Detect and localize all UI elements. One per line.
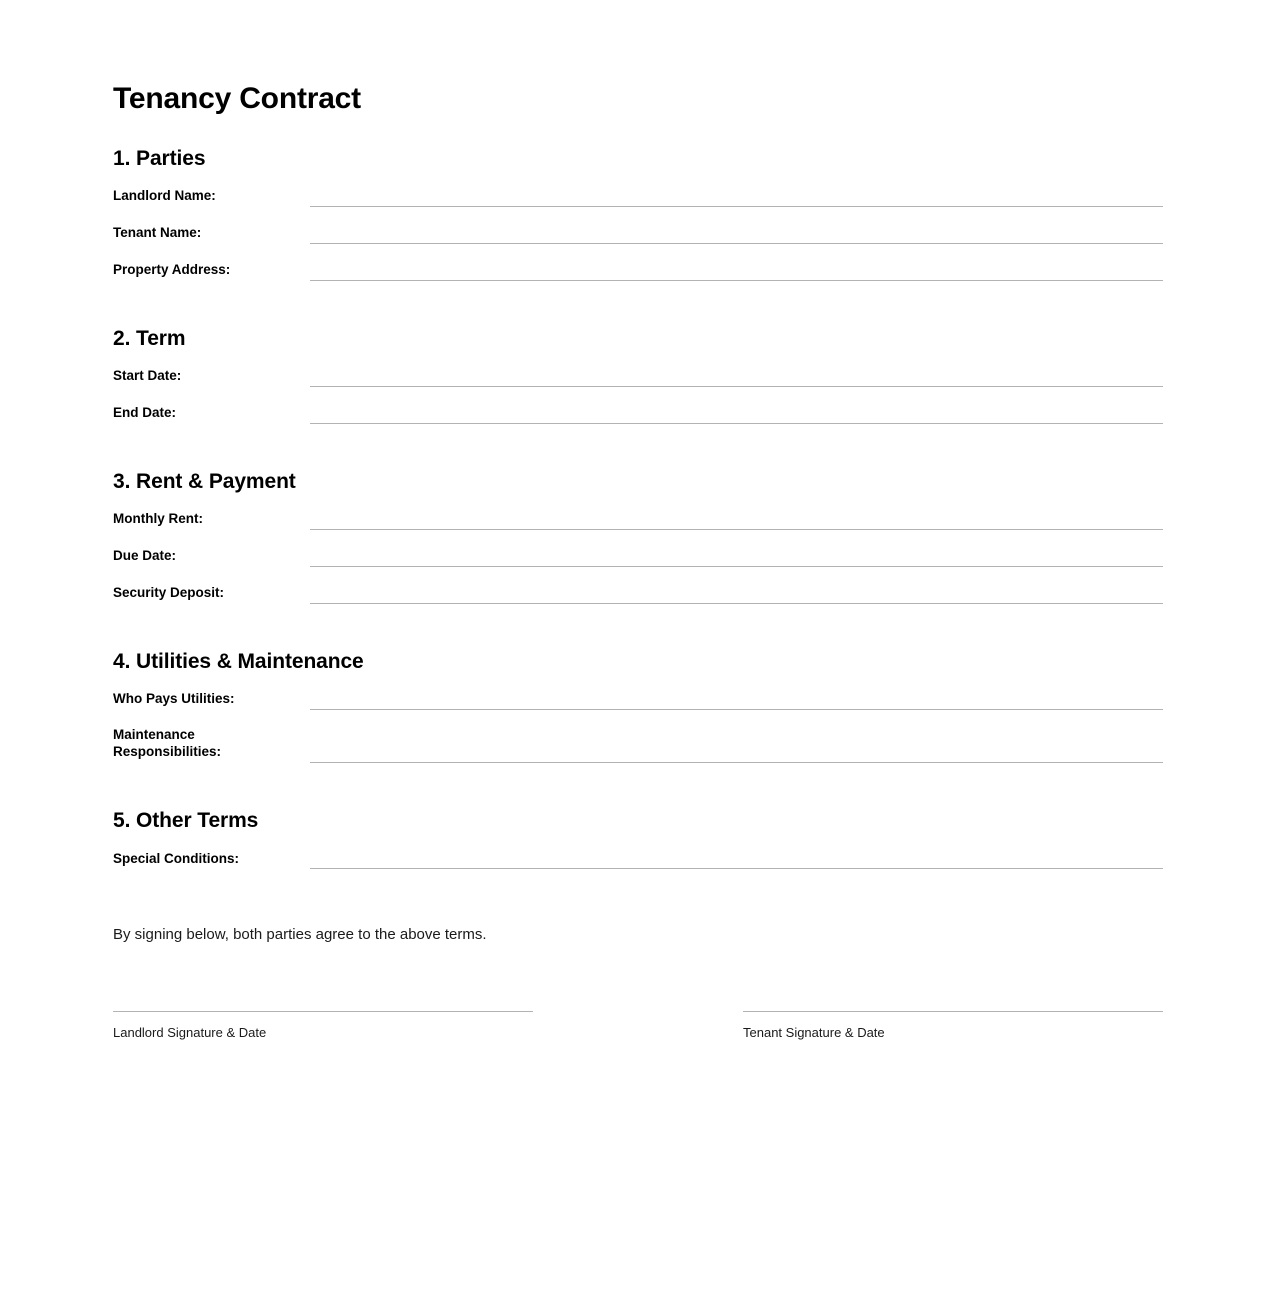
- field-label-tenant-name: Tenant Name:: [113, 224, 202, 240]
- document-body: [113, 0, 1163, 1042]
- section-heading-rent-payment: 3. Rent & Payment: [113, 469, 296, 493]
- field-label-end-date: End Date:: [113, 405, 177, 421]
- signature-block-tenant: [743, 1011, 1163, 1042]
- field-label-maintenance-responsibilities: [113, 726, 310, 764]
- due-date-input[interactable]: [310, 566, 1163, 567]
- field-row-tenant-name: [113, 220, 1163, 244]
- field-row-monthly-rent: [113, 506, 1163, 530]
- maintenance-responsibilities-input[interactable]: [310, 762, 1163, 763]
- field-label-start-date: Start Date:: [113, 368, 182, 384]
- monthly-rent-input[interactable]: [310, 529, 1163, 530]
- tenant-signature-caption: Tenant Signature & Date: [743, 1025, 885, 1041]
- field-row-end-date: [113, 400, 1163, 424]
- field-row-security-deposit: [113, 580, 1163, 604]
- section-parties: [113, 117, 1163, 281]
- section-utilities-maintenance: [113, 617, 1163, 763]
- field-group-other-terms: [113, 845, 1163, 869]
- field-label-monthly-rent: Monthly Rent:: [113, 511, 203, 527]
- signature-area: [113, 945, 1163, 1042]
- special-conditions-input[interactable]: [310, 868, 1163, 869]
- field-row-who-pays-utilities: [113, 686, 1163, 710]
- field-label-security-deposit: Security Deposit:: [113, 585, 225, 601]
- section-rent-payment: [113, 437, 1163, 604]
- field-label-property-address: Property Address:: [113, 261, 231, 277]
- field-label-maintenance-line1: Maintenance: [113, 726, 195, 742]
- agreement-statement: By signing below, both parties agree to the above terms.: [113, 926, 487, 944]
- landlord-name-input[interactable]: [310, 206, 1163, 207]
- page-title: Tenancy Contract: [113, 82, 361, 115]
- field-group-utilities-maintenance: [113, 686, 1163, 763]
- field-row-landlord-name: [113, 183, 1163, 207]
- field-row-due-date: [113, 543, 1163, 567]
- signature-block-landlord: [113, 1011, 533, 1042]
- section-heading-term: 2. Term: [113, 326, 186, 350]
- section-other-terms: [113, 776, 1163, 869]
- field-group-term: [113, 363, 1163, 424]
- security-deposit-input[interactable]: [310, 603, 1163, 604]
- section-heading-utilities-maintenance: 4. Utilities & Maintenance: [113, 650, 364, 674]
- field-row-start-date: [113, 363, 1163, 387]
- field-label-maintenance-line2: Responsibilities:: [113, 744, 222, 760]
- landlord-signature-caption: Landlord Signature & Date: [113, 1025, 267, 1041]
- section-heading-other-terms: 5. Other Terms: [113, 809, 259, 833]
- field-row-maintenance-responsibilities: [113, 723, 1163, 763]
- field-group-parties: [113, 183, 1163, 281]
- field-label-who-pays-utilities: Who Pays Utilities:: [113, 691, 235, 707]
- section-term: [113, 294, 1163, 424]
- field-row-property-address: [113, 257, 1163, 281]
- start-date-input[interactable]: [310, 386, 1163, 387]
- tenant-name-input[interactable]: [310, 243, 1163, 244]
- field-label-special-conditions: Special Conditions:: [113, 850, 240, 866]
- field-label-landlord-name: Landlord Name:: [113, 187, 216, 203]
- section-heading-parties: 1. Parties: [113, 146, 206, 170]
- field-group-rent-payment: [113, 506, 1163, 604]
- property-address-input[interactable]: [310, 280, 1163, 281]
- field-row-special-conditions: [113, 845, 1163, 869]
- end-date-input[interactable]: [310, 423, 1163, 424]
- who-pays-utilities-input[interactable]: [310, 709, 1163, 710]
- field-label-due-date: Due Date:: [113, 548, 177, 564]
